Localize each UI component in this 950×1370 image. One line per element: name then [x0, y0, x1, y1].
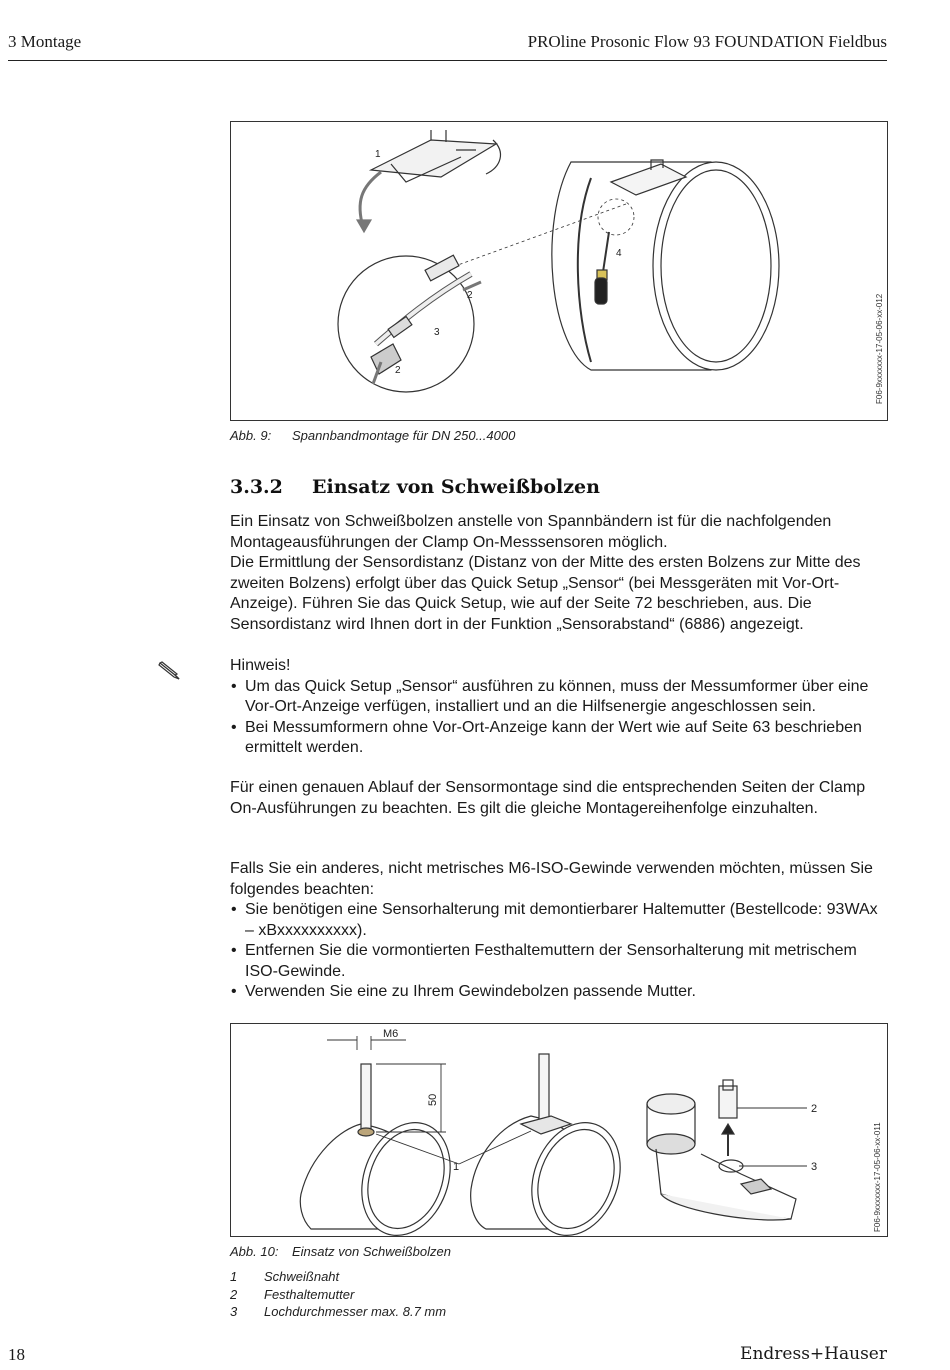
note-item: • Bei Messumformern ohne Vor-Ort-Anzeige kann der Wert wie auf Seite 63 beschrieben ermittelt werden. [230, 718, 890, 759]
callout-1: 1 [375, 149, 381, 160]
strap-mounting-illustration [231, 122, 887, 420]
intro-paragraph: Ein Einsatz von Schweißbolzen anstelle von Spannbändern ist für die nachfolgenden Montageausführungen der Clamp On-Messsensoren möglich. [230, 513, 832, 551]
callout-2a: 2 [467, 290, 473, 301]
section-heading: 3.3.2 Einsatz von Schweißbolzen [230, 476, 600, 498]
figure-code: F06-9xxxxxxx-17-05-06-xx-011 [873, 1122, 882, 1232]
thread-intro: Falls Sie ein anderes, nicht metrisches M6-ISO-Gewinde verwenden möchten, müssen Sie folgendes beachten: [230, 860, 873, 898]
figure-strap-mounting [230, 121, 888, 421]
page-header [8, 32, 887, 61]
intro-text [230, 512, 890, 635]
figure-legend [230, 1268, 446, 1321]
sequence-paragraph: Für einen genauen Ablauf der Sensormontage sind die entsprechenden Seiten der Clamp On-Ausführungen zu beachten. Es gilt die gleiche Montagereihenfolge einzuhalten. [230, 779, 866, 817]
figure2-caption: Abb. 10: Einsatz von Schweißbolzen [230, 1244, 451, 1259]
pipe-end [653, 162, 779, 370]
figure-code: F06-9xxxxxxx-17-05-06-xx-012 [875, 293, 884, 404]
thread-item: • Sie benötigen eine Sensorhalterung mit demontierbarer Haltemutter (Bestellcode: 93WAx – xBxxxxxxxxxx). [230, 900, 890, 941]
callout-3: 3 [434, 327, 440, 338]
dim-length-label: 50 [427, 1093, 439, 1106]
page-number: 18 [8, 1345, 25, 1364]
dim-thread-label: M6 [383, 1028, 399, 1040]
intro-paragraph: Die Ermittlung der Sensordistanz (Distanz von der Mitte des ersten Bolzens zur Mitte des zweiten Bolzens) erfolgt über das Quick Setup „Sensor“ (bei Messgeräten mit Vor-Ort-Anzeige). Führen Sie das Quick Setup, wie auf der Seite 72 beschrieben, aus. Die Sensordistanz wird Ihnen dort in der Funktion „Sensorabstand“ (6886) angezeigt. [230, 554, 861, 633]
pencil-icon [157, 659, 183, 681]
thread-item: • Entfernen Sie die vormontierten Festhaltemuttern der Sensorhalterung mit metrischem ISO-Gewinde. [230, 941, 890, 982]
figure1-caption: Abb. 9: Spannbandmontage für DN 250...4000 [230, 428, 516, 443]
legend-item: 2 Festhaltemutter [230, 1286, 355, 1302]
legend-item: 3 Lochdurchmesser max. 8.7 mm [230, 1304, 447, 1319]
callout-2b: 2 [395, 365, 401, 376]
chapter-title: 3 Montage [8, 32, 82, 51]
product-title: PROline Prosonic Flow 93 FOUNDATION Fieldbus [527, 32, 887, 51]
note-item: • Um das Quick Setup „Sensor“ ausführen zu können, muss der Messumformer über eine Vor-Ort-Anzeige verfügen, installiert und an die Hilfsenergie angeschlossen sein. [230, 677, 890, 718]
figure-weld-bolts [230, 1023, 888, 1237]
note-block [230, 656, 890, 759]
thread-item: • Verwenden Sie eine zu Ihrem Gewindebolzen passende Mutter. [230, 982, 890, 1003]
thread-block [230, 859, 890, 1003]
legend-item: 1 Schweißnaht [230, 1269, 340, 1284]
brand-logo: Endress+Hauser [740, 1344, 887, 1364]
callout-3: 3 [811, 1161, 818, 1173]
callout-4: 4 [616, 248, 622, 259]
callout-2: 2 [811, 1103, 818, 1115]
note-title: Hinweis! [230, 657, 291, 674]
callout-1: 1 [453, 1161, 460, 1173]
weld-bolt-illustration [231, 1024, 887, 1236]
